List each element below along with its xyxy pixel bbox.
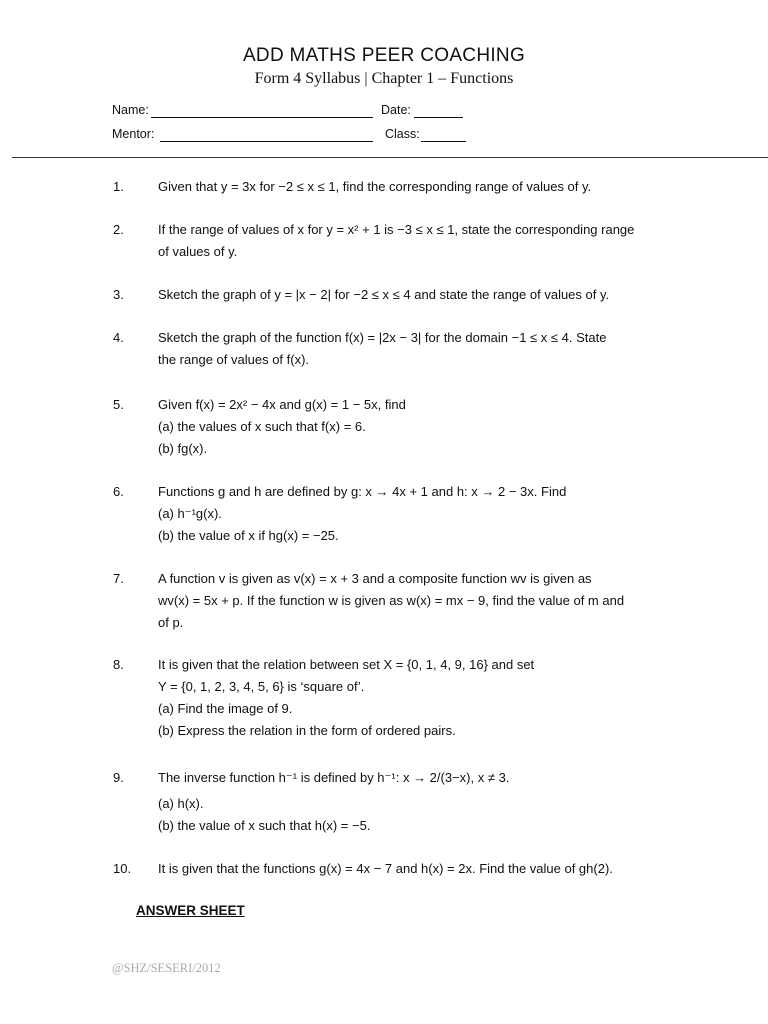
question-line: (b) fg(x). — [158, 441, 208, 456]
question-number: 7. — [113, 571, 124, 586]
footer-credit: @SHZ/SESERI/2012 — [112, 961, 221, 975]
question-number: 9. — [113, 770, 124, 785]
question-line: (a) h(x). — [158, 796, 204, 811]
question-number: 10. — [113, 861, 132, 876]
class-blank[interactable] — [421, 141, 466, 142]
answer-sheet-heading: ANSWER SHEET — [136, 903, 245, 918]
date-blank[interactable] — [414, 117, 463, 118]
question-number: 3. — [113, 287, 124, 302]
question-number: 4. — [113, 330, 124, 345]
mentor-blank[interactable] — [160, 141, 373, 142]
name-label: Name: — [112, 103, 149, 117]
worksheet-subtitle: Form 4 Syllabus | Chapter 1 – Functions — [254, 70, 514, 87]
question-number: 6. — [113, 484, 124, 499]
question-line: (a) h⁻¹g(x). — [158, 506, 222, 521]
question-line: Sketch the graph of the function f(x) = |2x − 3| for the domain −1 ≤ x ≤ 4. State — [158, 330, 607, 345]
question-number: 8. — [113, 657, 124, 672]
question-line: Y = {0, 1, 2, 3, 4, 5, 6} is ‘square of’. — [158, 679, 365, 694]
question-line: Functions g and h are defined by g: x → 4x + 1 and h: x → 2 − 3x. Find — [158, 484, 567, 499]
question-number: 5. — [113, 397, 124, 412]
question-line: A function v is given as v(x) = x + 3 and a composite function wv is given as — [158, 571, 592, 586]
question-line: It is given that the relation between set X = {0, 1, 4, 9, 16} and set — [158, 657, 535, 672]
question-line: of values of y. — [158, 244, 238, 259]
question-number: 1. — [113, 179, 124, 194]
question-line: It is given that the functions g(x) = 4x − 7 and h(x) = 2x. Find the value of gh(2). — [158, 861, 613, 876]
question-line: the range of values of f(x). — [158, 352, 310, 367]
question-line: of p. — [158, 615, 184, 630]
question-line: The inverse function h⁻¹ is defined by h⁻¹: x → 2/(3−x), x ≠ 3. — [158, 770, 510, 785]
header-divider — [12, 157, 768, 158]
question-line: (a) the values of x such that f(x) = 6. — [158, 419, 366, 434]
worksheet-title: ADD MATHS PEER COACHING — [242, 45, 526, 66]
name-blank[interactable] — [151, 117, 373, 118]
question-number: 2. — [113, 222, 124, 237]
question-line: (a) Find the image of 9. — [158, 701, 293, 716]
date-label: Date: — [381, 103, 411, 117]
question-line: Sketch the graph of y = |x − 2| for −2 ≤ x ≤ 4 and state the range of values of y. — [158, 287, 610, 302]
question-line: (b) Express the relation in the form of ordered pairs. — [158, 723, 456, 738]
question-line: Given that y = 3x for −2 ≤ x ≤ 1, find the corresponding range of values of y. — [158, 179, 592, 194]
question-line: (b) the value of x such that h(x) = −5. — [158, 818, 371, 833]
question-line: (b) the value of x if hg(x) = −25. — [158, 528, 339, 543]
class-label: Class: — [385, 127, 420, 141]
mentor-label: Mentor: — [112, 127, 155, 141]
question-line: wv(x) = 5x + p. If the function w is given as w(x) = mx − 9, find the value of m and — [158, 593, 625, 608]
question-line: Given f(x) = 2x² − 4x and g(x) = 1 − 5x, find — [158, 397, 406, 412]
question-line: If the range of values of x for y = x² + 1 is −3 ≤ x ≤ 1, state the corresponding range — [158, 222, 635, 237]
